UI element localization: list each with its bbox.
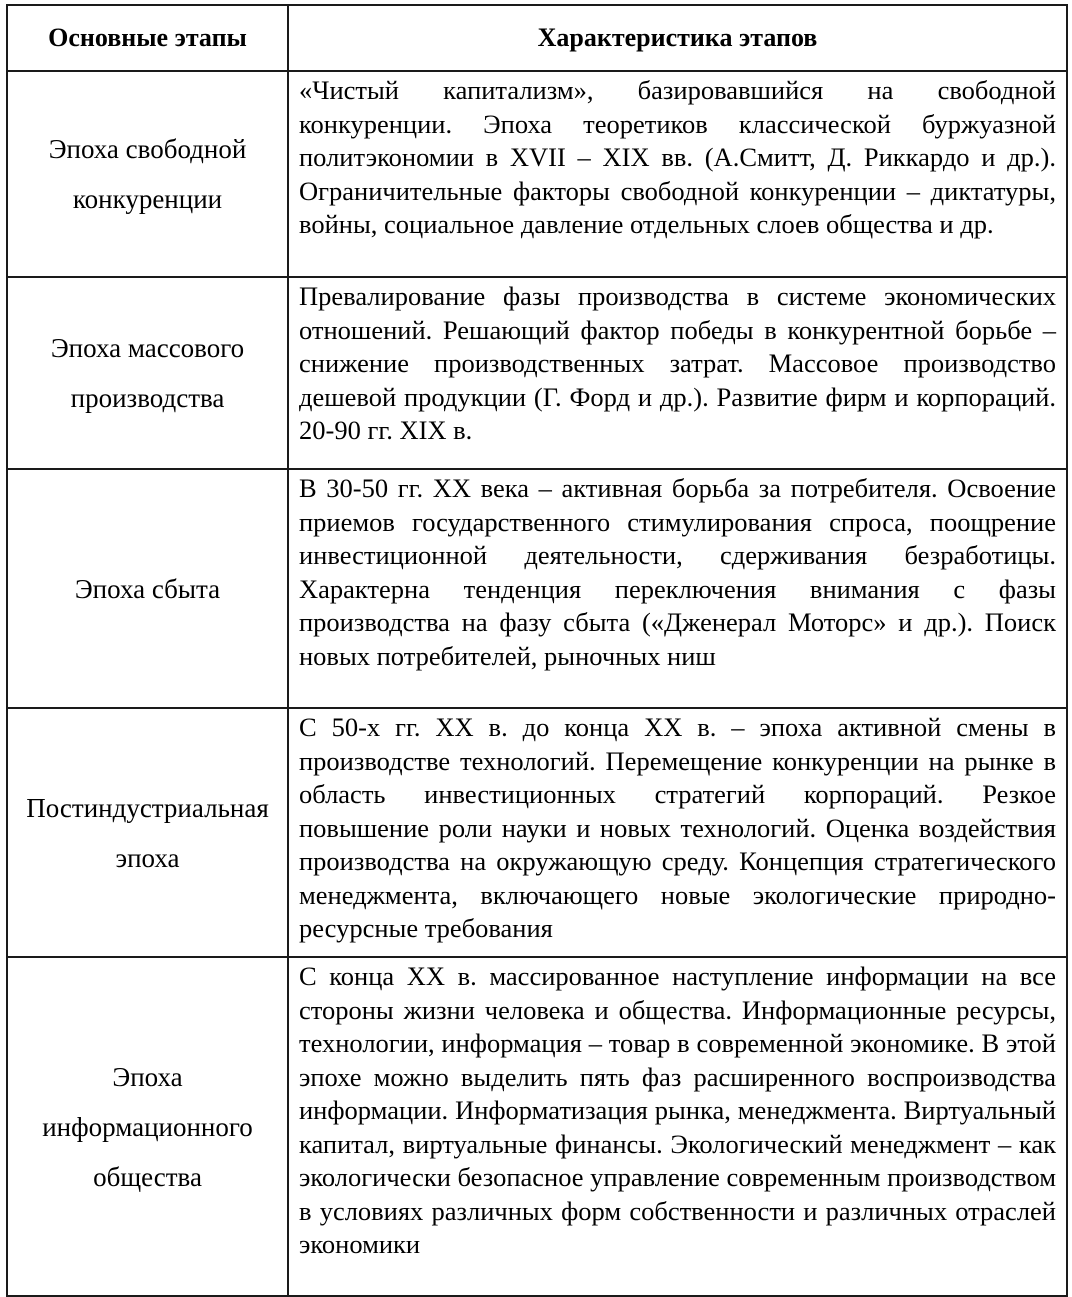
description-cell: Превалирование фазы производства в системе экономических отношений. Решающий фактор победы в конкурентной борьбе – снижение производственных затрат. Массовое производство дешевой продукции (Г. Форд и др.). Развитие фирм и корпораций. 20-90 гг. XIX в.: [288, 277, 1067, 469]
description-cell: В 30-50 гг. XX века – активная борьба за потребителя. Освоение приемов государственного стимулирования спроса, поощрение инвестиционной деятельности, сдерживания безработицы. Характерна тенденция переключения внимания с фазы производства на фазу сбыта («Дженерал Моторс» и др.). Поиск новых потребителей, рыночных ниш: [288, 469, 1067, 708]
header-characteristics: Характеристика этапов: [288, 5, 1067, 71]
description-cell: С 50-х гг. XX в. до конца XX в. – эпоха активной смены в производстве технологий. Перемещение конкуренции на рынке в область инвестиционных стратегий корпораций. Резкое повышение роли науки и новых технологий. Оценка воздействия производства на окружающую среду. Концепция стратегического менеджмента, включающего новые экологические природно-ресурсные требования: [288, 708, 1067, 957]
table-row: [7, 708, 1067, 957]
stage-cell: Эпоха информационного общества: [7, 957, 288, 1296]
description-cell: «Чистый капитализм», базировавшийся на свободной конкуренции. Эпоха теоретиков классической буржуазной политэкономии в XVII – XIX вв. (А.Смитт, Д. Риккардо и др.). Ограничительные факторы свободной конкуренции – диктатуры, войны, социальное давление отдельных слоев общества и др.: [288, 71, 1067, 277]
stage-cell: Эпоха сбыта: [7, 469, 288, 708]
table-row: [7, 71, 1067, 277]
stage-cell: Эпоха свободной конкуренции: [7, 71, 288, 277]
document-page: [6, 4, 1066, 1293]
description-cell: С конца XX в. массированное наступление информации на все стороны жизни человека и общества. Информационные ресурсы, технологии, информация – товар в современной экономике. В этой эпохе можно выделить пять фаз расширенного воспроизводства информации. Информатизация рынка, менеджмента. Виртуальный капитал, виртуальные финансы. Экологический менеджмент – как экологически безопасное управление современным производством в условиях различных форм собственности и различных отраслей экономики: [288, 957, 1067, 1296]
table-row: [7, 469, 1067, 708]
stages-table: [6, 4, 1068, 1297]
table-row: [7, 957, 1067, 1296]
stage-cell: Постиндустриальная эпоха: [7, 708, 288, 957]
stage-cell: Эпоха массового производства: [7, 277, 288, 469]
table-row: [7, 277, 1067, 469]
table-header-row: [7, 5, 1067, 71]
header-stages: Основные этапы: [7, 5, 288, 71]
